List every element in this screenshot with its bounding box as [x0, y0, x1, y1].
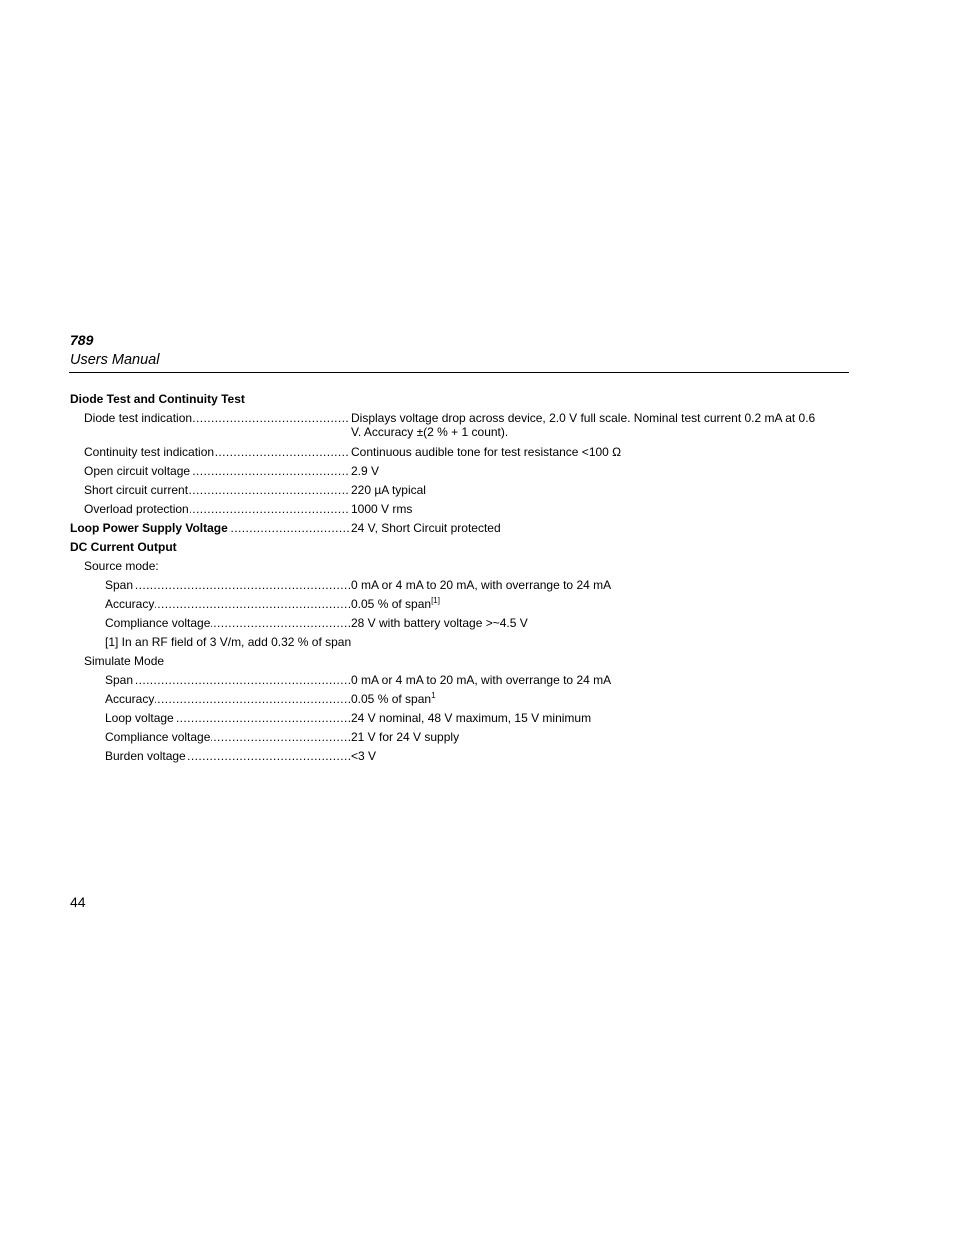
spec-label: Accuracy: [105, 597, 155, 611]
spec-row: [70, 691, 830, 710]
spec-value: 0 mA or 4 mA to 20 mA, with overrange to 24 mA: [351, 673, 612, 687]
accuracy-text: 0.05 % of span: [351, 597, 432, 611]
spec-value: [351, 597, 821, 611]
spec-value: <3 V: [351, 749, 377, 763]
spec-value: 220 µA typical: [351, 483, 426, 497]
spec-row: [70, 501, 830, 520]
spec-table: [70, 391, 830, 767]
spec-value: 0 mA or 4 mA to 20 mA, with overrange to 24 mA: [351, 578, 612, 592]
spec-label: Span: [105, 673, 134, 687]
footnote: [1] In an RF field of 3 V/m, add 0.32 % of span: [105, 635, 352, 649]
subheading-simulate: Simulate Mode: [84, 654, 165, 668]
page-number: 44: [70, 894, 86, 910]
accuracy-text: 0.05 % of span: [351, 692, 432, 706]
spec-row: [70, 729, 830, 748]
spec-value: Displays voltage drop across device, 2.0 V full scale. Nominal test current 0.2 mA at 0.6 V. Accuracy ±(2 % + 1 count).: [351, 411, 816, 439]
page-header: [70, 331, 850, 369]
section-heading-dc: DC Current Output: [70, 540, 177, 554]
spec-label: Burden voltage: [105, 749, 186, 763]
spec-row: [70, 672, 830, 691]
spec-label: Loop voltage: [105, 711, 174, 725]
spec-row: [70, 463, 830, 482]
spec-row: [70, 520, 830, 539]
section-heading-diode: Diode Test and Continuity Test: [70, 392, 245, 406]
spec-value: 28 V with battery voltage >~4.5 V: [351, 616, 528, 630]
model-number: 789: [70, 332, 94, 348]
footnote-ref: [1]: [431, 596, 440, 605]
spec-row: [70, 710, 830, 729]
spec-value: Continuous audible tone for test resistance <100 Ω: [351, 445, 622, 459]
spec-label: Open circuit voltage: [84, 464, 191, 478]
spec-label: Compliance voltage: [105, 730, 211, 744]
spec-row: [70, 444, 830, 463]
header-rule: [69, 372, 849, 373]
spec-value: 1000 V rms: [351, 502, 413, 516]
spec-value: 2.9 V: [351, 464, 380, 478]
spec-label: Diode test indication: [84, 411, 193, 425]
spec-value: [351, 692, 821, 706]
spec-row: [70, 410, 830, 444]
spec-label: Accuracy: [105, 692, 155, 706]
spec-label: Span: [105, 578, 134, 592]
spec-row: [70, 596, 830, 615]
spec-label: Continuity test indication: [84, 445, 215, 459]
manual-title: Users Manual: [70, 352, 160, 368]
spec-row: [70, 577, 830, 596]
spec-row: [70, 615, 830, 634]
spec-label: Compliance voltage: [105, 616, 211, 630]
section-heading-loop: Loop Power Supply Voltage: [70, 521, 228, 535]
footnote-ref: 1: [431, 691, 436, 700]
spec-label: Overload protection: [84, 502, 189, 516]
spec-value: 24 V, Short Circuit protected: [351, 521, 501, 535]
spec-row: [70, 748, 830, 767]
subheading-source: Source mode:: [84, 559, 159, 573]
spec-label: Short circuit current: [84, 483, 189, 497]
spec-row: [70, 482, 830, 501]
spec-value: 21 V for 24 V supply: [351, 730, 460, 744]
spec-value: 24 V nominal, 48 V maximum, 15 V minimum: [351, 711, 592, 725]
